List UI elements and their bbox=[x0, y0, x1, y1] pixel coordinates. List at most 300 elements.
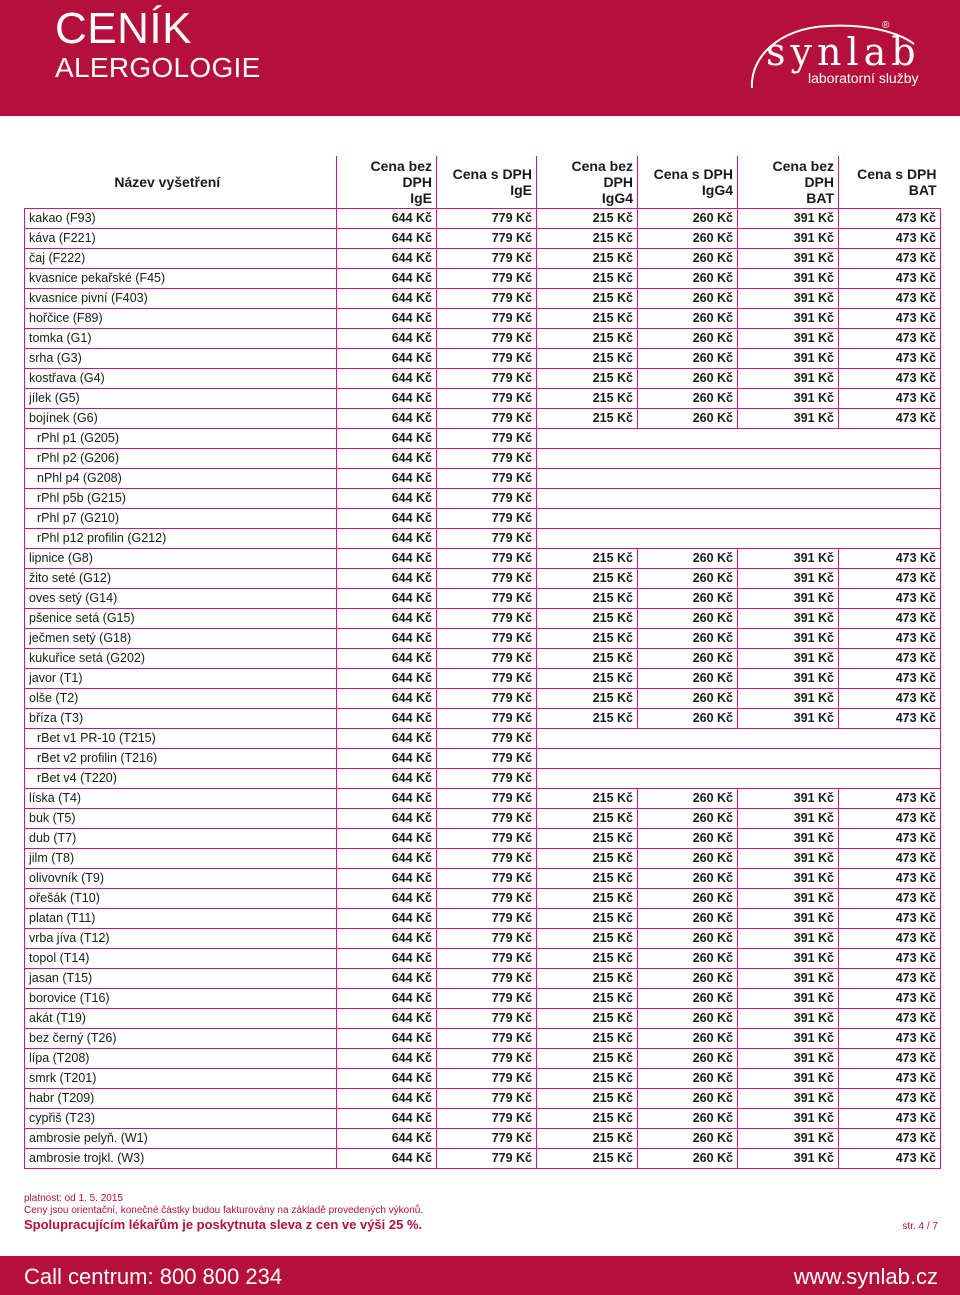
allergen-name: líska (T4) bbox=[25, 789, 337, 809]
price-cell: 260 Kč bbox=[638, 989, 738, 1009]
price-cell: 260 Kč bbox=[638, 829, 738, 849]
price-cell: 644 Kč bbox=[337, 909, 437, 929]
empty-cell bbox=[839, 469, 941, 489]
price-cell: 391 Kč bbox=[738, 1069, 839, 1089]
empty-cell bbox=[839, 429, 941, 449]
price-cell: 779 Kč bbox=[437, 1049, 537, 1069]
price-cell: 473 Kč bbox=[839, 829, 941, 849]
call-centre bbox=[24, 1264, 282, 1290]
price-cell: 779 Kč bbox=[437, 749, 537, 769]
price-cell: 644 Kč bbox=[337, 309, 437, 329]
price-cell: 391 Kč bbox=[738, 949, 839, 969]
table-row bbox=[25, 209, 941, 229]
price-cell: 215 Kč bbox=[537, 569, 638, 589]
price-cell: 779 Kč bbox=[437, 729, 537, 749]
table-row bbox=[25, 549, 941, 569]
price-cell: 644 Kč bbox=[337, 749, 437, 769]
table-row bbox=[25, 1029, 941, 1049]
allergen-name: akát (T19) bbox=[25, 1009, 337, 1029]
column-header-ige-gross: Cena s DPH IgE bbox=[437, 156, 537, 209]
price-cell: 779 Kč bbox=[437, 369, 537, 389]
empty-cell bbox=[537, 449, 638, 469]
empty-cell bbox=[839, 489, 941, 509]
price-cell: 260 Kč bbox=[638, 809, 738, 829]
price-table-container bbox=[24, 156, 940, 1169]
price-cell: 391 Kč bbox=[738, 609, 839, 629]
price-cell: 215 Kč bbox=[537, 1009, 638, 1029]
price-cell: 391 Kč bbox=[738, 209, 839, 229]
allergen-name: ambrosie trojkl. (W3) bbox=[25, 1149, 337, 1169]
price-cell: 644 Kč bbox=[337, 949, 437, 969]
price-cell: 779 Kč bbox=[437, 549, 537, 569]
price-cell: 260 Kč bbox=[638, 1069, 738, 1089]
empty-cell bbox=[738, 469, 839, 489]
empty-cell bbox=[738, 429, 839, 449]
allergen-name: olše (T2) bbox=[25, 689, 337, 709]
price-cell: 215 Kč bbox=[537, 809, 638, 829]
disclaimer-note: Ceny jsou orientační, konečné částky budou fakturovány na základě provedených výkonů. bbox=[24, 1205, 424, 1216]
price-cell: 473 Kč bbox=[839, 969, 941, 989]
logo-tagline: laboratorní služby bbox=[808, 70, 919, 86]
table-row bbox=[25, 409, 941, 429]
price-cell: 215 Kč bbox=[537, 329, 638, 349]
allergen-name: jilm (T8) bbox=[25, 849, 337, 869]
price-cell: 779 Kč bbox=[437, 889, 537, 909]
table-row bbox=[25, 609, 941, 629]
table-row bbox=[25, 669, 941, 689]
price-cell: 391 Kč bbox=[738, 809, 839, 829]
price-cell: 644 Kč bbox=[337, 709, 437, 729]
price-cell: 644 Kč bbox=[337, 689, 437, 709]
website-link[interactable]: www.synlab.cz bbox=[793, 1264, 938, 1289]
price-cell: 779 Kč bbox=[437, 769, 537, 789]
price-cell: 215 Kč bbox=[537, 929, 638, 949]
table-row bbox=[25, 429, 941, 449]
price-cell: 391 Kč bbox=[738, 649, 839, 669]
price-cell: 644 Kč bbox=[337, 1009, 437, 1029]
price-cell: 473 Kč bbox=[839, 809, 941, 829]
price-cell: 779 Kč bbox=[437, 569, 537, 589]
price-cell: 215 Kč bbox=[537, 889, 638, 909]
page-header bbox=[0, 0, 960, 116]
price-cell: 215 Kč bbox=[537, 349, 638, 369]
price-cell: 779 Kč bbox=[437, 1069, 537, 1089]
price-cell: 391 Kč bbox=[738, 1129, 839, 1149]
price-cell: 779 Kč bbox=[437, 629, 537, 649]
price-cell: 473 Kč bbox=[839, 349, 941, 369]
price-cell: 391 Kč bbox=[738, 849, 839, 869]
allergen-name: žito seté (G12) bbox=[25, 569, 337, 589]
allergen-name: ořešák (T10) bbox=[25, 889, 337, 909]
table-row bbox=[25, 729, 941, 749]
price-cell: 260 Kč bbox=[638, 1009, 738, 1029]
table-row bbox=[25, 469, 941, 489]
allergen-name: kvasnice pivní (F403) bbox=[25, 289, 337, 309]
price-cell: 473 Kč bbox=[839, 869, 941, 889]
price-cell: 779 Kč bbox=[437, 869, 537, 889]
price-cell: 391 Kč bbox=[738, 989, 839, 1009]
price-cell: 779 Kč bbox=[437, 469, 537, 489]
price-table bbox=[24, 156, 941, 1169]
allergen-name: kakao (F93) bbox=[25, 209, 337, 229]
price-cell: 779 Kč bbox=[437, 989, 537, 1009]
price-cell: 644 Kč bbox=[337, 989, 437, 1009]
price-cell: 391 Kč bbox=[738, 589, 839, 609]
price-cell: 644 Kč bbox=[337, 269, 437, 289]
price-cell: 779 Kč bbox=[437, 669, 537, 689]
logo-wordmark: synlab bbox=[766, 30, 921, 74]
empty-cell bbox=[638, 529, 738, 549]
allergen-name: pšenice setá (G15) bbox=[25, 609, 337, 629]
table-row bbox=[25, 869, 941, 889]
price-cell: 260 Kč bbox=[638, 209, 738, 229]
price-cell: 644 Kč bbox=[337, 209, 437, 229]
price-cell: 644 Kč bbox=[337, 509, 437, 529]
price-cell: 644 Kč bbox=[337, 529, 437, 549]
price-cell: 779 Kč bbox=[437, 349, 537, 369]
price-cell: 391 Kč bbox=[738, 669, 839, 689]
price-cell: 391 Kč bbox=[738, 369, 839, 389]
empty-cell bbox=[839, 509, 941, 529]
price-cell: 260 Kč bbox=[638, 249, 738, 269]
table-row bbox=[25, 509, 941, 529]
price-cell: 215 Kč bbox=[537, 969, 638, 989]
column-header-igg4-net: Cena bez DPH IgG4 bbox=[537, 156, 638, 209]
price-cell: 260 Kč bbox=[638, 869, 738, 889]
table-row bbox=[25, 249, 941, 269]
allergen-name: platan (T11) bbox=[25, 909, 337, 929]
price-cell: 644 Kč bbox=[337, 389, 437, 409]
table-header-row bbox=[25, 156, 941, 209]
price-cell: 215 Kč bbox=[537, 989, 638, 1009]
price-cell: 391 Kč bbox=[738, 1149, 839, 1169]
price-cell: 473 Kč bbox=[839, 1009, 941, 1029]
allergen-name: olivovník (T9) bbox=[25, 869, 337, 889]
empty-cell bbox=[537, 729, 638, 749]
price-cell: 260 Kč bbox=[638, 849, 738, 869]
price-cell: 215 Kč bbox=[537, 829, 638, 849]
price-cell: 473 Kč bbox=[839, 929, 941, 949]
price-cell: 644 Kč bbox=[337, 629, 437, 649]
table-row bbox=[25, 449, 941, 469]
table-row bbox=[25, 1069, 941, 1089]
price-cell: 473 Kč bbox=[839, 889, 941, 909]
empty-cell bbox=[537, 509, 638, 529]
price-cell: 260 Kč bbox=[638, 349, 738, 369]
table-row bbox=[25, 909, 941, 929]
price-cell: 779 Kč bbox=[437, 449, 537, 469]
price-cell: 779 Kč bbox=[437, 969, 537, 989]
price-cell: 215 Kč bbox=[537, 1049, 638, 1069]
empty-cell bbox=[738, 489, 839, 509]
allergen-name: rPhl p7 (G210) bbox=[25, 509, 337, 529]
price-cell: 644 Kč bbox=[337, 549, 437, 569]
price-cell: 779 Kč bbox=[437, 289, 537, 309]
price-cell: 779 Kč bbox=[437, 1149, 537, 1169]
empty-cell bbox=[738, 529, 839, 549]
price-cell: 779 Kč bbox=[437, 589, 537, 609]
empty-cell bbox=[638, 469, 738, 489]
price-cell: 779 Kč bbox=[437, 689, 537, 709]
price-cell: 391 Kč bbox=[738, 909, 839, 929]
price-cell: 779 Kč bbox=[437, 1109, 537, 1129]
price-cell: 391 Kč bbox=[738, 229, 839, 249]
price-cell: 391 Kč bbox=[738, 969, 839, 989]
table-row bbox=[25, 269, 941, 289]
table-row bbox=[25, 489, 941, 509]
table-row bbox=[25, 789, 941, 809]
table-row bbox=[25, 969, 941, 989]
price-cell: 215 Kč bbox=[537, 289, 638, 309]
allergen-name: lipnice (G8) bbox=[25, 549, 337, 569]
price-cell: 215 Kč bbox=[537, 709, 638, 729]
price-cell: 260 Kč bbox=[638, 329, 738, 349]
page-subtitle: ALERGOLOGIE bbox=[55, 52, 261, 83]
price-cell: 644 Kč bbox=[337, 969, 437, 989]
price-cell: 473 Kč bbox=[839, 1149, 941, 1169]
empty-cell bbox=[738, 769, 839, 789]
price-cell: 473 Kč bbox=[839, 989, 941, 1009]
table-row bbox=[25, 1009, 941, 1029]
price-cell: 644 Kč bbox=[337, 1129, 437, 1149]
price-cell: 644 Kč bbox=[337, 1109, 437, 1129]
allergen-name: rPhl p5b (G215) bbox=[25, 489, 337, 509]
price-cell: 391 Kč bbox=[738, 269, 839, 289]
column-header-igg4-gross: Cena s DPH IgG4 bbox=[638, 156, 738, 209]
price-cell: 644 Kč bbox=[337, 409, 437, 429]
empty-cell bbox=[537, 769, 638, 789]
price-cell: 215 Kč bbox=[537, 229, 638, 249]
price-cell: 644 Kč bbox=[337, 869, 437, 889]
price-cell: 779 Kč bbox=[437, 269, 537, 289]
price-cell: 260 Kč bbox=[638, 369, 738, 389]
allergen-name: rPhl p12 profilin (G212) bbox=[25, 529, 337, 549]
price-cell: 391 Kč bbox=[738, 709, 839, 729]
price-cell: 473 Kč bbox=[839, 669, 941, 689]
page-footer bbox=[0, 1256, 960, 1295]
price-cell: 644 Kč bbox=[337, 589, 437, 609]
price-cell: 473 Kč bbox=[839, 1129, 941, 1149]
price-cell: 260 Kč bbox=[638, 1049, 738, 1069]
price-cell: 260 Kč bbox=[638, 969, 738, 989]
empty-cell bbox=[839, 769, 941, 789]
price-cell: 391 Kč bbox=[738, 1109, 839, 1129]
price-cell: 644 Kč bbox=[337, 329, 437, 349]
price-cell: 391 Kč bbox=[738, 289, 839, 309]
empty-cell bbox=[738, 449, 839, 469]
empty-cell bbox=[638, 749, 738, 769]
price-cell: 779 Kč bbox=[437, 489, 537, 509]
empty-cell bbox=[738, 729, 839, 749]
table-row bbox=[25, 229, 941, 249]
price-cell: 644 Kč bbox=[337, 609, 437, 629]
price-cell: 215 Kč bbox=[537, 689, 638, 709]
price-cell: 260 Kč bbox=[638, 889, 738, 909]
price-cell: 473 Kč bbox=[839, 569, 941, 589]
price-cell: 391 Kč bbox=[738, 1049, 839, 1069]
allergen-name: habr (T209) bbox=[25, 1089, 337, 1109]
price-cell: 391 Kč bbox=[738, 929, 839, 949]
allergen-name: tomka (G1) bbox=[25, 329, 337, 349]
price-cell: 779 Kč bbox=[437, 209, 537, 229]
price-cell: 644 Kč bbox=[337, 1149, 437, 1169]
column-header-name: Název vyšetření bbox=[114, 174, 221, 190]
price-cell: 473 Kč bbox=[839, 609, 941, 629]
price-cell: 644 Kč bbox=[337, 849, 437, 869]
price-cell: 215 Kč bbox=[537, 1149, 638, 1169]
price-cell: 644 Kč bbox=[337, 929, 437, 949]
table-row bbox=[25, 569, 941, 589]
price-cell: 260 Kč bbox=[638, 389, 738, 409]
price-cell: 644 Kč bbox=[337, 569, 437, 589]
price-cell: 779 Kč bbox=[437, 829, 537, 849]
price-cell: 473 Kč bbox=[839, 1089, 941, 1109]
empty-cell bbox=[537, 469, 638, 489]
price-cell: 473 Kč bbox=[839, 1069, 941, 1089]
allergen-name: vrba jíva (T12) bbox=[25, 929, 337, 949]
price-cell: 215 Kč bbox=[537, 1069, 638, 1089]
price-cell: 260 Kč bbox=[638, 629, 738, 649]
price-cell: 391 Kč bbox=[738, 329, 839, 349]
allergen-name: lípa (T208) bbox=[25, 1049, 337, 1069]
price-cell: 260 Kč bbox=[638, 1089, 738, 1109]
price-cell: 391 Kč bbox=[738, 409, 839, 429]
allergen-name: rBet v4 (T220) bbox=[25, 769, 337, 789]
table-row bbox=[25, 329, 941, 349]
price-cell: 779 Kč bbox=[437, 709, 537, 729]
page-title: CENÍK bbox=[55, 4, 192, 53]
price-cell: 215 Kč bbox=[537, 1109, 638, 1129]
allergen-name: čaj (F222) bbox=[25, 249, 337, 269]
price-cell: 644 Kč bbox=[337, 889, 437, 909]
allergen-name: bez černý (T26) bbox=[25, 1029, 337, 1049]
allergen-name: rPhl p2 (G206) bbox=[25, 449, 337, 469]
call-centre-label: Call centrum: bbox=[24, 1264, 154, 1289]
price-cell: 391 Kč bbox=[738, 349, 839, 369]
column-header-bat-gross: Cena s DPH BAT bbox=[839, 156, 941, 209]
empty-cell bbox=[638, 489, 738, 509]
empty-cell bbox=[537, 429, 638, 449]
allergen-name: nPhl p4 (G208) bbox=[25, 469, 337, 489]
allergen-name: rPhl p1 (G205) bbox=[25, 429, 337, 449]
price-cell: 644 Kč bbox=[337, 349, 437, 369]
allergen-name: káva (F221) bbox=[25, 229, 337, 249]
empty-cell bbox=[738, 749, 839, 769]
price-cell: 215 Kč bbox=[537, 209, 638, 229]
price-cell: 391 Kč bbox=[738, 1089, 839, 1109]
table-row bbox=[25, 389, 941, 409]
price-table-body bbox=[25, 209, 941, 1169]
price-cell: 260 Kč bbox=[638, 309, 738, 329]
price-cell: 779 Kč bbox=[437, 309, 537, 329]
allergen-name: smrk (T201) bbox=[25, 1069, 337, 1089]
price-cell: 779 Kč bbox=[437, 789, 537, 809]
allergen-name: buk (T5) bbox=[25, 809, 337, 829]
price-cell: 391 Kč bbox=[738, 889, 839, 909]
table-row bbox=[25, 1149, 941, 1169]
price-cell: 473 Kč bbox=[839, 289, 941, 309]
price-cell: 473 Kč bbox=[839, 709, 941, 729]
price-cell: 260 Kč bbox=[638, 929, 738, 949]
price-cell: 215 Kč bbox=[537, 269, 638, 289]
price-cell: 260 Kč bbox=[638, 669, 738, 689]
price-cell: 644 Kč bbox=[337, 649, 437, 669]
price-cell: 644 Kč bbox=[337, 429, 437, 449]
price-cell: 779 Kč bbox=[437, 849, 537, 869]
price-cell: 779 Kč bbox=[437, 509, 537, 529]
allergen-name: ječmen setý (G18) bbox=[25, 629, 337, 649]
allergen-name: javor (T1) bbox=[25, 669, 337, 689]
table-row bbox=[25, 289, 941, 309]
table-row bbox=[25, 629, 941, 649]
empty-cell bbox=[839, 749, 941, 769]
table-row bbox=[25, 369, 941, 389]
table-row bbox=[25, 749, 941, 769]
price-cell: 215 Kč bbox=[537, 949, 638, 969]
price-cell: 473 Kč bbox=[839, 789, 941, 809]
price-cell: 473 Kč bbox=[839, 1049, 941, 1069]
price-cell: 391 Kč bbox=[738, 309, 839, 329]
price-cell: 215 Kč bbox=[537, 549, 638, 569]
price-cell: 644 Kč bbox=[337, 769, 437, 789]
price-cell: 473 Kč bbox=[839, 909, 941, 929]
price-cell: 260 Kč bbox=[638, 229, 738, 249]
table-row bbox=[25, 889, 941, 909]
validity-note: platnost: od 1. 5. 2015 bbox=[24, 1193, 123, 1204]
price-cell: 644 Kč bbox=[337, 789, 437, 809]
price-cell: 644 Kč bbox=[337, 289, 437, 309]
price-cell: 473 Kč bbox=[839, 589, 941, 609]
price-cell: 260 Kč bbox=[638, 1129, 738, 1149]
price-cell: 473 Kč bbox=[839, 229, 941, 249]
price-cell: 391 Kč bbox=[738, 789, 839, 809]
footnotes bbox=[24, 1193, 940, 1233]
price-cell: 260 Kč bbox=[638, 949, 738, 969]
allergen-name: rBet v2 profilin (T216) bbox=[25, 749, 337, 769]
table-row bbox=[25, 589, 941, 609]
allergen-name: kukuřice setá (G202) bbox=[25, 649, 337, 669]
price-cell: 644 Kč bbox=[337, 489, 437, 509]
table-row bbox=[25, 349, 941, 369]
price-cell: 473 Kč bbox=[839, 249, 941, 269]
empty-cell bbox=[839, 729, 941, 749]
price-cell: 391 Kč bbox=[738, 549, 839, 569]
price-cell: 473 Kč bbox=[839, 329, 941, 349]
price-cell: 473 Kč bbox=[839, 649, 941, 669]
price-cell: 644 Kč bbox=[337, 1089, 437, 1109]
price-cell: 473 Kč bbox=[839, 629, 941, 649]
price-cell: 779 Kč bbox=[437, 1029, 537, 1049]
allergen-name: cypřiš (T23) bbox=[25, 1109, 337, 1129]
price-cell: 215 Kč bbox=[537, 649, 638, 669]
price-cell: 215 Kč bbox=[537, 1029, 638, 1049]
price-cell: 644 Kč bbox=[337, 249, 437, 269]
price-cell: 260 Kč bbox=[638, 269, 738, 289]
table-row bbox=[25, 929, 941, 949]
column-header-bat-net: Cena bez DPH BAT bbox=[738, 156, 839, 209]
table-row bbox=[25, 709, 941, 729]
empty-cell bbox=[638, 449, 738, 469]
price-cell: 215 Kč bbox=[537, 309, 638, 329]
table-row bbox=[25, 989, 941, 1009]
price-cell: 473 Kč bbox=[839, 369, 941, 389]
allergen-name: bříza (T3) bbox=[25, 709, 337, 729]
price-cell: 473 Kč bbox=[839, 1029, 941, 1049]
price-cell: 215 Kč bbox=[537, 249, 638, 269]
price-cell: 391 Kč bbox=[738, 689, 839, 709]
empty-cell bbox=[638, 769, 738, 789]
price-cell: 644 Kč bbox=[337, 1049, 437, 1069]
